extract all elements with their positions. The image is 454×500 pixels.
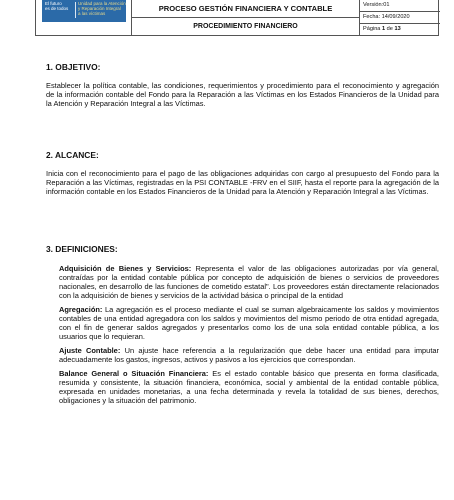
- objetivo-text: Establecer la política contable, las condiciones, requerimientos y procedimiento para el reconocimiento y agregación de la información contable del Fondo para la Reparación a las Víctimas en los Estados Financieros de la Unidad para la Atención y Reparación Integral a las Víctimas.: [46, 81, 439, 109]
- definition-text: Un ajuste hace referencia a la regularización que debe hacer una entidad para imputar adecuadamente los gastos, ingresos, activos y pasivos a los ejercicios que correspondan.: [59, 345, 439, 365]
- definition-term: Agregación:: [59, 304, 103, 314]
- definition-item: [59, 264, 439, 300]
- header-meta: [360, 0, 440, 36]
- definiciones-heading: 3. DEFINICIONES:: [46, 244, 118, 254]
- definitions-list: [59, 264, 439, 410]
- objetivo-heading: 1. OBJETIVO:: [46, 62, 101, 72]
- page-total: 13: [394, 26, 401, 32]
- date-label: Fecha: 14/09/2020: [360, 12, 440, 24]
- page-indicator: [360, 24, 440, 36]
- definition-text: La agregación es el proceso mediante el cual se suman algebraicamente los saldos y movimientos contables de una entidad agregadora con los saldos y movimientos del mismo periodo de otra entidad agregada, con el fin de generar saldos agregados y presentarlos como los de una sola entidad contable pública, a los usuarios que lo requieran.: [59, 304, 439, 342]
- logo-divider: [75, 2, 76, 18]
- alcance-heading: 2. ALCANCE:: [46, 150, 99, 160]
- definition-text: Representa el valor de las obligaciones autorizadas por vía general, contraídas por la entidad contable pública por concepto de adquisición de bienes o servicios de proveedores nacionales, en desarrollo de las funciones de cometido estatal". Los proveedores están directamente relacionados con la adquisición de bienes y servicios de la actividad básica o principal de la entidad: [59, 264, 439, 301]
- page-number: 1: [381, 26, 386, 32]
- logo-slogan: El futuro es de todos: [45, 1, 69, 11]
- definition-item: [59, 305, 439, 341]
- institution-logo: [36, 0, 132, 36]
- definition-item: [59, 369, 439, 405]
- definition-term: Balance General o Situación Financiera:: [59, 368, 209, 378]
- page-label: Página: [363, 26, 381, 32]
- logo-entity-name: Unidad para la Atención y Reparación Integral a las víctimas: [78, 1, 126, 16]
- document-header: [35, 0, 439, 36]
- alcance-text: Inicia con el reconocimiento para el pago de las obligaciones adquiridas con cargo al presupuesto del Fondo para la Reparación a las Víctimas, registradas en la PSI CONTABLE -FRV en el SIIF, hasta el reporte para la agregación de la información contable en los Estados Financieros de la Unidad para la Atención y Reparación Integral a las Víctimas.: [46, 169, 439, 197]
- definition-text: Es el estado contable básico que presenta en forma clasificada, resumida y consistente, la situación financiera, económica, social y ambiental de la entidad contable pública, expresada en unidades monetarias, a una fecha determinada y revela la totalidad de sus bienes, derechos, obligaciones y la situación del patrimonio.: [59, 368, 440, 405]
- page-of: de: [386, 26, 393, 32]
- header-titles: [132, 0, 360, 36]
- definition-item: [59, 346, 439, 364]
- procedure-title: PROCEDIMIENTO FINANCIERO: [193, 23, 298, 30]
- version-label: Versión:01: [360, 0, 440, 12]
- definition-term: Ajuste Contable:: [59, 345, 121, 355]
- process-title: PROCESO GESTIÓN FINANCIERA Y CONTABLE: [132, 0, 359, 18]
- definition-term: Adquisición de Bienes y Servicios:: [59, 264, 192, 273]
